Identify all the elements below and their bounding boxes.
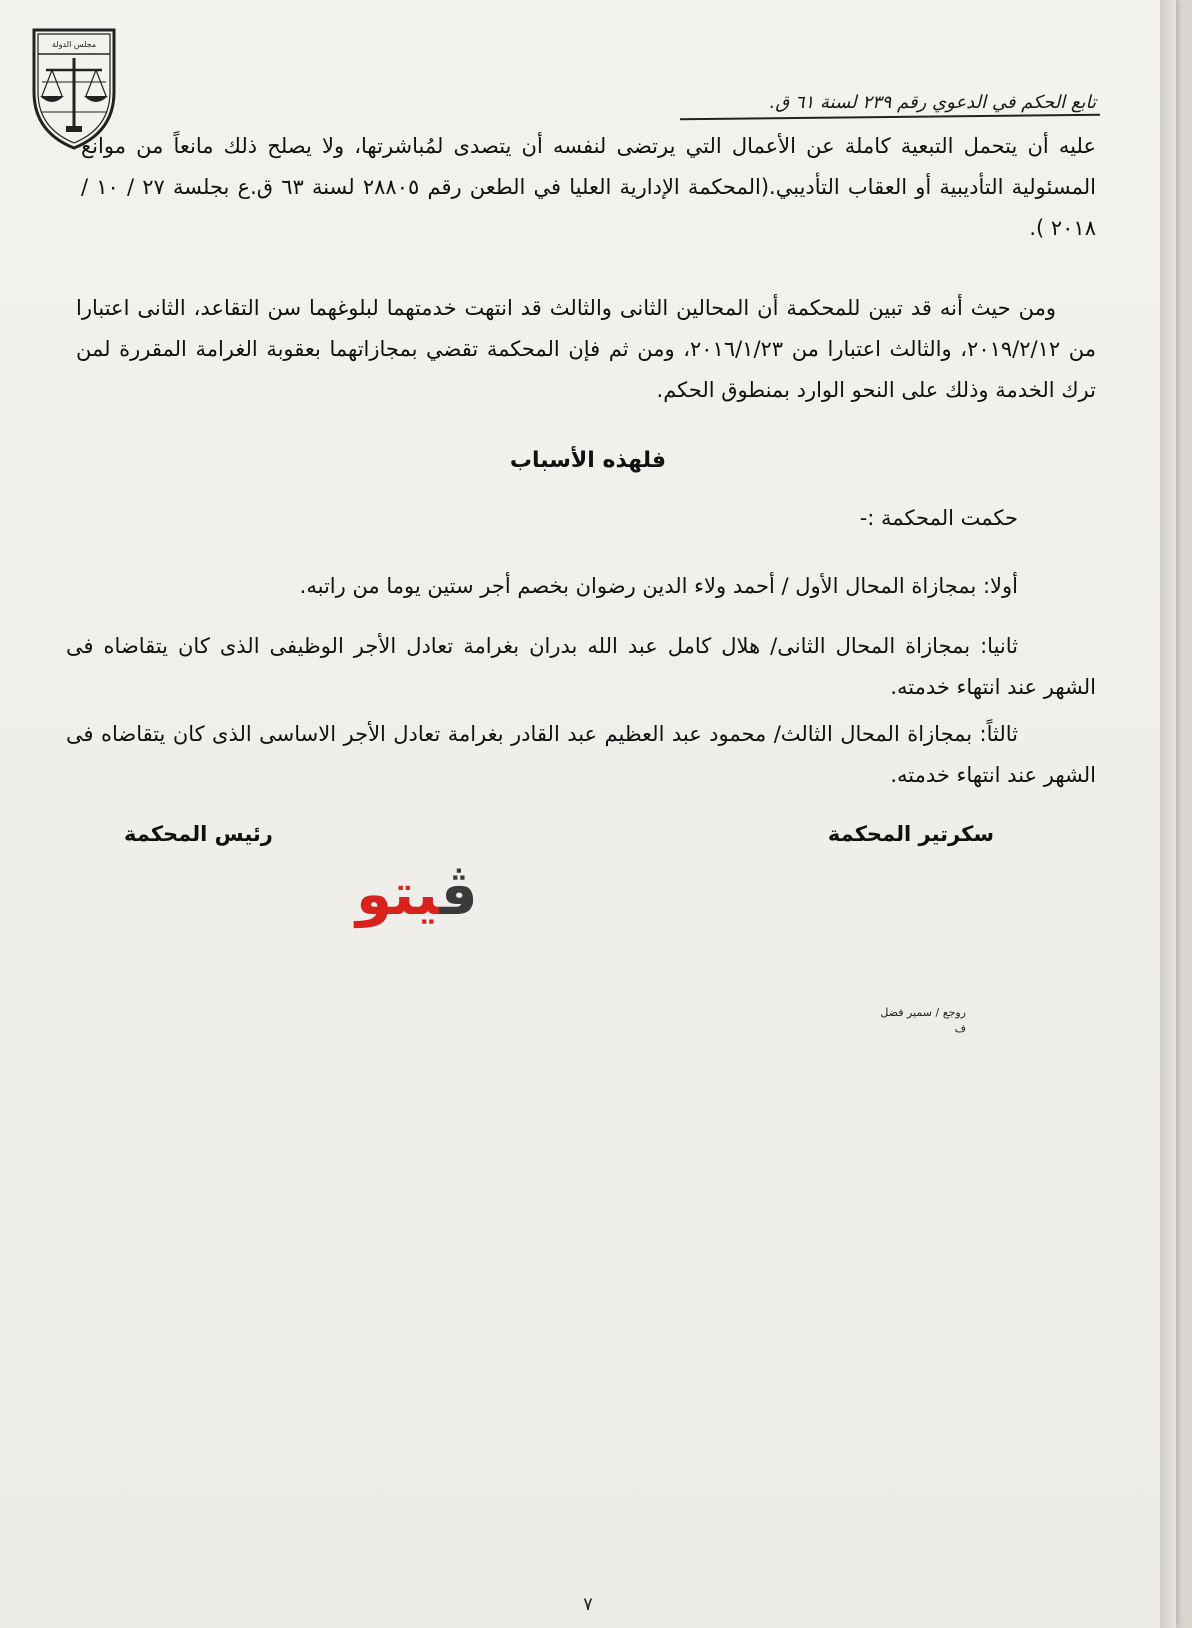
watermark-part-1: ڤ — [439, 860, 478, 928]
secretary-signature-label: سكرتير المحكمة — [827, 822, 994, 846]
ruling-item-1: أولا: بمجازاة المحال الأول / أحمد ولاء الدين رضوان بخصم أجر ستين يوما من راتبه. — [299, 574, 1018, 598]
paragraph-1: عليه أن يتحمل التبعية كاملة عن الأعمال التي يرتضى لنفسه أن يتصدى لمُباشرتها، ولا يصلح ذلك مانعاً من موانع المسئولية التأديبية أو العقاب التأديبي.(المحكمة الإدارية العليا في الطعن رقم ٢٨٨٠٥ لسنة ٦٣ ق.ع بجلسة ٢٧ / ١٠ / ٢٠١٨ ). — [81, 134, 1096, 240]
review-note — [880, 1005, 966, 1037]
page-edge — [1160, 0, 1176, 1628]
watermark-part-2: يتو — [356, 860, 440, 928]
header-underline — [680, 114, 1100, 120]
page-number: ٧ — [583, 1594, 593, 1615]
ruling-intro: حكمت المحكمة :- — [859, 506, 1018, 530]
seal-label: مجلس الدولة — [51, 40, 97, 49]
ruling-item-3: ثالثاً: بمجازاة المحال الثالث/ محمود عبد العظيم عبد القادر بغرامة تعادل الأجر الاساسى الذى كان يتقاضاه فى الشهر عند انتهاء خدمته. — [66, 722, 1096, 787]
review-note-line-1: روجع / سمير فضل — [880, 1006, 966, 1019]
watermark-logo — [356, 860, 478, 928]
case-header: تابع الحكم في الدعوي رقم ٢٣٩ لسنة ٦١ ق. — [769, 92, 1096, 113]
paragraph-2: ومن حيث أنه قد تبين للمحكمة أن المحالين الثانى والثالث قد انتهت خدمتهما لبلوغهما سن التقاعد، الثانى اعتبارا من ٢٠١٩/٢/١٢، والثالث اعتبارا من ٢٠١٦/١/٢٣، ومن ثم فإن المحكمة تقضي بمجازاتهما بعقوبة الغرامة المقررة لمن ترك الخدمة وذلك على النحو الوارد بمنطوق الحكم. — [76, 296, 1096, 402]
ruling-item-2: ثانيا: بمجازاة المحال الثانى/ هلال كامل عبد الله بدران بغرامة تعادل الأجر الوظيفى الذى كان يتقاضاه فى الشهر عند انتهاء خدمته. — [66, 634, 1096, 699]
president-signature-label: رئيس المحكمة — [124, 822, 273, 846]
review-note-line-2: ف — [954, 1022, 966, 1035]
section-heading: فلهذه الأسباب — [509, 448, 667, 473]
